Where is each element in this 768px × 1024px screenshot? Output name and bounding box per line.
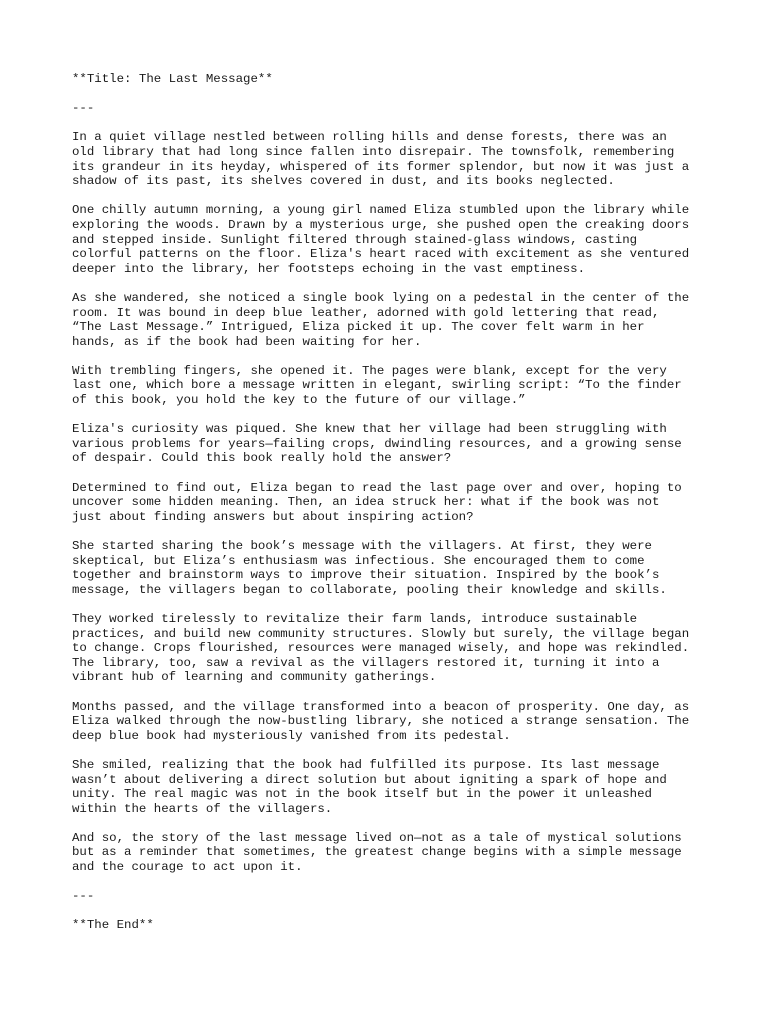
paragraph-8: They worked tirelessly to revitalize their farm lands, introduce sustainable practices, and build new community structures. Slowly but surely, the village began to change. Crops flourished, resources were managed wisely, and hope was rekindled. The library, too, saw a revival as the villagers restored it, turning it into a vibrant hub of learning and community gatherings.	[72, 611, 690, 685]
separator-bottom: ---	[72, 889, 95, 904]
paragraph-11: And so, the story of the last message lived on—not as a tale of mystical solutions but as a reminder that sometimes, the greatest change begins with a simple message and the courage to act upon it.	[72, 830, 682, 875]
paragraph-3: As she wandered, she noticed a single book lying on a pedestal in the center of the room. It was bound in deep blue leather, adorned with gold lettering that read, “The Last Message.” Intrigued, Eliza picked it up. The cover felt warm in her hands, as if the book had been waiting for her.	[72, 290, 690, 349]
document-title: **Title: The Last Message**	[72, 72, 273, 86]
paragraph-10: She smiled, realizing that the book had fulfilled its purpose. Its last message wasn’t about delivering a direct solution but about igniting a spark of hope and unity. The real magic was not in the book itself but in the power it unleashed within the hearts of the villagers.	[72, 757, 667, 816]
paragraph-5: Eliza's curiosity was piqued. She knew that her village had been struggling with various problems for years—failing crops, dwindling resources, and a growing sense of despair. Could this book really hold the answer?	[72, 422, 682, 466]
paragraph-9: Months passed, and the village transformed into a beacon of prosperity. One day, as Eliza walked through the now-bustling library, she noticed a strange sensation. The deep blue book had mysteriously vanished from its pedestal.	[72, 699, 690, 743]
end-line: **The End**	[72, 918, 154, 933]
paragraph-7: She started sharing the book’s message with the villagers. At first, they were skeptical, but Eliza’s enthusiasm was infectious. She encouraged them to come together and brainstorm ways to improve their situation. Inspired by the book’s message, the villagers began to collaborate, pooling their knowledge and skills.	[72, 539, 667, 597]
separator-top: ---	[72, 101, 95, 116]
document-page	[72, 72, 702, 948]
paragraph-2: One chilly autumn morning, a young girl named Eliza stumbled upon the library while exploring the woods. Drawn by a mysterious urge, she pushed open the creaking doors and stepped inside. Sunlight filtered through stained-glass windows, casting colorful patterns on the floor. Eliza's heart raced with excitement as she ventured deeper into the library, her footsteps echoing in the vast emptiness.	[72, 203, 690, 276]
paragraph-4: With trembling fingers, she opened it. The pages were blank, except for the very last one, which bore a message written in elegant, swirling script: “To the finder of this book, you hold the key to the future of our village.”	[72, 363, 682, 408]
paragraph-6: Determined to find out, Eliza began to read the last page over and over, hoping to uncover some hidden meaning. Then, an idea struck her: what if the book was not just about finding answers but about inspiring action?	[72, 480, 682, 524]
paragraph-1: In a quiet village nestled between rolling hills and dense forests, there was an old library that had long since fallen into disrepair. The townsfolk, remembering its grandeur in its heyday, whispered of its former splendor, but now it was just a shadow of its past, its shelves covered in dust, and its books neglected.	[72, 130, 690, 189]
